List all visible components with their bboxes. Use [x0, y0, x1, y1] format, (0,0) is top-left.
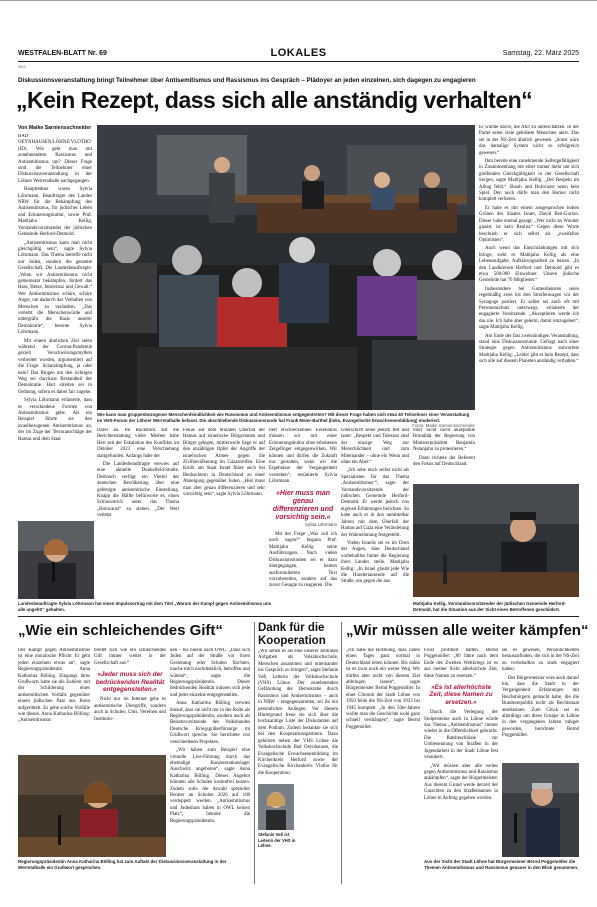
pull-quote-main: »Hier muss man genau differenzieren und vorsichtig sein.« — [272, 489, 334, 521]
caption-boelling: Regierungspräsidentin Anna Katharina Bölling hat zum Auftakt der Diskussionsveranstaltung in der Werretalhalle ein Grußwort gesprochen. — [18, 859, 227, 870]
masthead-rule — [18, 61, 579, 62]
kaempfen-col-3: sei es gewesen, Persönlichkeiten herauszufinden, die sich in der NS-Zeit zu vorbehaltlos zu stark engagiert haben. Der Bürgermeister wies auch darauf hin, dass die Stadt in der Vergangenheit Erfahrungen mit Reichsbürgern gemacht habe, die die Bundesrepublik nicht als Rechtsstaat anerkennen. Zum Glück sei es allerdings um diese Gruppe in Löhne in den vergangenen Jahren ruhiger geworden, berichtete Bernd Poggemöller. — [502, 648, 579, 739]
main-headline: „Kein Rezept, dass sich alle anständig verhalten“ — [16, 87, 533, 113]
voss-photo-art — [258, 784, 294, 830]
pull-quote-gift: »Jeder muss sich der bedrückenden Realität entgegenstellen.« — [95, 671, 165, 694]
page-code: W11 — [18, 64, 26, 69]
boelling-photo — [18, 755, 166, 857]
dank-headline: Dank für die Kooperation — [258, 622, 326, 647]
main-col-7: Er warnte davor, die AfD zu unterschätzen. In der Partei seien viele gebildete Menschen aktiv. Das sei in der NS-Zeit ähnlich gewesen. „Sonst wäre das damalige System nicht so erfolgreich gewesen.“ Ihm bereite eine zunehmende Selbstgefälligkeit in Zusammenhang mit einer immer mehr um sich greifenden Gleichgültigkeit in der Gesellschaft Sorgen, sagte Matitjahu Kellig. „Der Respekt im Alltag fehlt.“ Shoah und Holocaust seien kein Spiel. Den noch dürfe man den Humor nicht komplett verlieren. Er habe es mit einem ausgesprochen hohen Grünen des Staates Israel, David Ben-Gurion. Dieser habe einmal gesagt: „Wer nicht an Wunder glaubt, ist kein Realist.“ Gegen diese Worte beschrieb er sich selbst als „zweifellos Optimisten“. Auch wenn das Einschränkungen mit sich bringe, sieht es Matitjahu Kellig als eine Lebensaufgabe, Aufklärungsarbeit zu leisten. „In den Landkreisen Herford und Detmold gibt es etwa 500.000 Einwohner. Unsere jüdische Gemeinde hat 70 Mitglieder.“ Insbesondere bei Gottesdiensten seien regelmäßig zwei bis drei Streifenwagen vor der Synagoge postiert. Er selbst sei auch oft mit Personenschutz unterwegs, erläuterte der engagierte Vorsitzende. „Akzeptieren werde ich das nie. Ich habe aber gelernt, damit umzugehen“, sagte Matitjahu Kellig. Am Ende der fast zweistündigen Veranstaltung, stand eine Diskussionsrunde. Gefragt nach einer Strategie gegen Antisemitismus antwortete Matitjahu Kellig: „Leider gibt es kein Rezept, dass sich alle auf diesem Planeten anständig verhalten.“ — [479, 125, 579, 365]
main-col-2: Israel an. Im Rückblick auf die Berichterstattung vieler Medien habe Herr seit der Eskalation des Konflikts im Oktober 2023 eine Verschiebung stattgefunden. Anfangs habe der Die Landesbeauftragte verwies auf eine aktuelle Dunkelfeld-Studie. Demnach verfügt ein Viertel der deutschen Bevölkerung über eine gefestigte antisemitische Einstellung. Knapp die Hälfte befürworte es, einen Schlussstrich unter das Thema „Holocaust“ zu ziehen. „Der Wert verletzt — [97, 428, 179, 519]
quote-box-main — [269, 490, 337, 528]
caption-voss: Stefanie Voß ist Leiterin der VHS in Löhne. — [258, 832, 296, 849]
main-col-5: Überschrift seine jedoch fest und laute: „Respekt und Toleranz sind der einzige Weg zur Menschlichkeit und zum Miteinander – ohne ein Wenn und ohne ein Aber.“ „Ich sehe mich selbst nicht als Spezialisten für das Thema ‚Antisemitismus‘“, sagte der Vorstandsvorsitzende der jüdischen Gemeinde Herford-Detmold. Er werde jedoch von eigenen Erfahrungen berichten. So habe auch er in den unmittelbar Jahren mit dem Überfall der Hamas auf Gaza eine Veränderung der Wahrnehmung festgestellt. Vielen Israelis sei es im Dorn der Augen, dass Deutschland vorbehaltlos hinter die Regierung ihres Landes stelle. Matitjahu Kellig: „In Israel glaubt jede Wie die Hundertausende auf die Straße, um gegen die aus — [341, 428, 409, 585]
caption-kellig: Matitjahu Kellig, Vorstandsvorsitzender der jüdischen Gemeinde Herford-Detmold, hat die Situation aus der Sicht eines Betroffenen geschildert. — [413, 601, 566, 612]
issue-date: Samstag, 22. März 2025 — [502, 50, 579, 57]
page-top-edge — [0, 0, 597, 1]
kaempfen-col-1: „Ich habe die Hoffnung, dass Juden einen Tages ganz normal in Deutschland leben können. Bis dahin ist es zwar noch ein weiter Weg. Wir dürfen aber nicht von diesem Ziel abbringen lassen“, sagte Bürgermeister Bernd Poggemöller. In einer Chronik der Stadt Löhne von 1950 fehle die NS-Zeit von 1933 bis 1945 komplett. „In den 50er-Jahren wollte man die Geschichte wohl ganz schnell verdrängen“, sagte Bernd Poggemöller. — [346, 648, 420, 730]
gift-col-2: breitet sich wie ein schleichendes Gift immer weiter in der Gesellschaft aus.“ »Jeder muss sich der bedrückenden Realität entgegenstellen.« Nicht nur im Internet gebe es antisemitische Übergriffe, sondern auch in Schulen, Unis, Vereinen und Institutio- — [94, 648, 166, 722]
caption-loehrmann: Landesbeauftragte Sylvia Löhrmann hat einen Impulsvortrag mit dem Titel „Warum der Kampf gegen Antisemitismus uns alle angeht!“ gehalten. — [18, 601, 272, 612]
paper-name: WESTFALEN-BLATT Nr. 69 — [18, 50, 107, 57]
kellig-photo-art — [413, 484, 579, 597]
section-title: LOKALES — [270, 47, 327, 59]
kaempfen-col-2: Frost profitiert hätten. Bernd Poggemöller: „80 Jahre nach dem Ende des Zweiten Weltkriegs ist es aus meiner Sicht allerhöchste Zeit, diese Namen zu ersetzen.“ »Es ist allerhöchste Zeit, diese Namen zu ersetzen.« Durch die Verlegung der Stolpersteine auch in Löhne würde das Thema „Antisemitismus“ immer wieder in die Öffentlichkeit gebracht. Die Ratsbeschlüsse zur Umbenennung von Straßen in der Jugendarbeit in der Stadt Löhne fest verankert. „Wir müssen aber alle weiter gegen Antisemitismus und Rassismus ankämpfen“, sagte der Bürgermeister. Aus diesem Grund werde derzeit der Gutachten zu den Straßennamen in Löhne in Auftrag gegeben worden. — [424, 648, 498, 801]
photo-caption-main: Wie kann man gruppenbezogener Menschenfeindlichkeit wie Rassismus und Antisemitismus entgegentreten? Mit dieser Frage haben sich etwa 40 Teilnehmer einer Veranstaltung im VHS-Forum der Löhner Werretalhalle befasst. Die abschließende Diskussionsrunde hat Frank Meier-Barthel (links, Evangelische Erwachsenenbildung) moderiert. Fotos: Maike Sarniensschneider — [97, 412, 475, 429]
pull-quote-attr: Sylvia Löhrmann — [304, 521, 337, 527]
gift-col-1: Der Kampf gegen Antisemitismus ist eine moralische Pflicht. Er geht jeden einzelnen etwas an“, sagte Regierungspräsidentin Anna Katharina Bölling. Eingangs ihres Grußworts hatte sie die Zuhörer mit der Schilderung eines antisemitischen Vorfalls gegenüber einem jüdischen Paar aus Bonn aufgerüttelt. Es gehe solche Vorfälle wie diesen. Anna Katharina Bölling: „Antisemitismus — [18, 648, 90, 724]
kellig-photo — [413, 484, 579, 597]
poggemoeller-photo-art — [502, 763, 579, 857]
gift-col-3: nen – bis hinein nach OWL. „Dass sich Juden auf der Straße vor ihren Gesinnung oder Schulen fürchten, mache mich nachdenklich, betroffen und wütend“, sagte die Regierungspräsidentin. Dieser bedrückenden Realität müssen sich jede und jeder einzelne entgegenstellen. Anna Katharina Bölling verwies darauf, dass sie nicht nur in der Rolle als Regierungspräsidentin, sondern auch als Beiratsvorsitzende des Volksbundes Deutsche Kriegsgräberfürsorge im Grußwort spreche. Sie berichtete von verschiedenen Projekten. „Wir haben zum Beispiel eine virtuelle Live-Führung durch das ehemalige Konzentrationslager Auschwitz angeboten“, sagte Anna Katharina Bölling. Dieses Angebot könnten alle Schulen kostenfrei nutzen. Zudem solle die Anzahl spezieller Berater an Schulen 2026 auf 108 verdoppelt werden. „Antisemitismus und Judenhass haben in OWL keinen Platz“, betonte die Regierungspräsidentin. — [170, 648, 250, 824]
boelling-photo-art — [18, 755, 166, 857]
voss-photo — [258, 784, 294, 830]
main-col-6: ihrer Sicht nicht akzeptable Brutalität der Regierung von Ministerpräsident Benjamin Netanjahu zu protestieren.“ Dann richtete der Referent den Fokus auf Deutschland. — [413, 428, 475, 468]
kaempfen-headline: „Wir müssen alle weiter kämpfen“ — [346, 622, 589, 639]
pull-quote-kaempfen: »Es ist allerhöchste Zeit, diese Namen zu ersetzen.« — [429, 684, 493, 706]
loehrmann-photo — [18, 521, 94, 599]
main-col-4: tiert erschreckenden Erkenntnis müssen wir mit einer Erinnerungskultur ohne erhobenen Zeigefinger entgegenwirken. Wir können und dürfen die Zukunft nur gestalten, wenn wir die Ergebnisse der Vergangenheit verstehen“, resümierte Sylvia Löhrmann. »Hier muss man genau differenzieren und vorsichtig sein.« Sylvia Löhrmann Mit der Frage „Was soll ich noch sagen?“ begann Prof. Matitjahu Kellig seine Ausführungen. Nach vielen Diskussionsrunden sei er dazu übergegangen, keinen ausformulierten Text vorzubereiten, sondern auf das zuvor Gesagte zu reagieren. Die — [269, 428, 337, 589]
dank-col: „Wir sehen es als eine unserer zentralen Aufgaben als Volkshochschule, Menschen zusammen und miteinander ins Gespräch zu bringen“, sagte Stefanie Voß, Leiterin der Volkshochschule (VHS) Löhne. Der zunehmenden Gefährdung der Demokratie durch Rassismus und Antisemitismus – auch in NRW – entgegenzutreten, sei ihr ein persönliches Anliegen. Vor diesem Hintergrund freue sie sich über die hochkarätige Liste der Diskutanten auf dem Podium. Zudem bedankte sie sich bei den Kooperationspartnern. Dazu gehörten neben der VHS Löhne die Volkshochschule Bad Oeynhausen, die Evangelische Erwachsenenbildung im Kirchenkreis Herford sowie der Evangelische Kirchenkreis Vlotho für die Kooperation. — [258, 649, 338, 776]
discussion-photo — [97, 125, 475, 410]
caption-poggemoeller: Aus der Sicht der Stadt Löhne hat Bürgermeister Bernd Poggemöller die Themen Antisemitismus und Rassismus genauer in den Blick genommen. — [424, 859, 579, 870]
discussion-photo-art — [97, 125, 475, 410]
poggemoeller-photo — [502, 763, 579, 857]
section-rule — [18, 616, 579, 617]
column-divider-1 — [254, 622, 255, 884]
main-col-3: Fokus auf dem brutalen Überfall der Hamas auf israelische Bürgerinnen und Bürger gelegen, mittlerweile liege er auf den unzähligen Opfer der Angriffe der israelischen Armee gegen die Zivilbevölkerung im Gazastreifen. Eine Kritik am Staat Israel führe auch bei Beobachtern in Deutschland zu einer Abneigung gegenüber Juden. „Hier muss man aber genau differenzieren und sehr vorsichtig sein“, sagte Sylvia Löhrmann. — [183, 428, 265, 498]
main-col-1: BAD OEYNHAUSEN/LÖHNE/VLOTHO (ID). Wie geht man mit zunehmendem Rassismus und Antisemitismus um? Dieser Frage sind die Teilnehmer einer Diskussionsveranstaltung in der Löhner Werretalhalle nachgegangen. Hauptredner waren Sylvia Löhrmann, Beauftragte des Landes NRW für die Bekämpfung des Antisemitismus, für jüdisches Leben und Erinnerungskultur, sowie Prof. Matitjahu Kellig, Vorstandsvorsitzender der jüdischen Gemeinde Herford-Detmold. „Antisemitismus kann man nicht gleichgültig sein“, sagte Sylvia Löhrmann. Das Thema betreffe nicht nur Juden, sondern die gesamte Gesellschaft. Die Landesbeauftragte: „Wenn wir Antisemitismus nicht gemeinsam bekämpfen, fördert das Hass, Hetze, Intoleranz und Gewalt.“ Wer Antisemitismus schüre, schüre Angst, um dadurch das Verhalten von Menschen zu verändern. „Das verletzt die Menschenwürde und untergräbt die Basis unserer Demokratie“, betonte Sylvia Löhrmann. Mit einem ähnlichen Ziel seien während der Corona-Pandemie gezielt Verschwörungsmythen verbreitet worden, argumentiert auf die Frage: Schutzimpfung, ja oder nein? Das Ringen um den richtigen Weg sei durchaus Bestandteil der Demokratie. Hart streiten sei in Ordnung, sofern es dabei fair zugehe. Sylvia Löhrmann erläuterte, dass es verschiedene Formen von Antisemitismus gebe. Als ein Beispiel führte sie den israelbezogenen Antisemitismus an, der im Zuge der Terroranschläge der Hamas und dem Staat — [18, 134, 92, 442]
byline: Von Maike Sarniensschneider — [18, 125, 92, 131]
column-divider-2 — [341, 622, 342, 884]
gift-headline: „Wie ein schleichendes Gift“ — [18, 622, 223, 639]
loehrmann-photo-art — [18, 521, 94, 599]
kicker: Diskussionsveranstaltung bringt Teilnehmer über Antisemitismus und Rassismus ins Gespräch – Plädoyer an jeden einzelnen, sich dagegen zu engagieren — [18, 77, 476, 84]
